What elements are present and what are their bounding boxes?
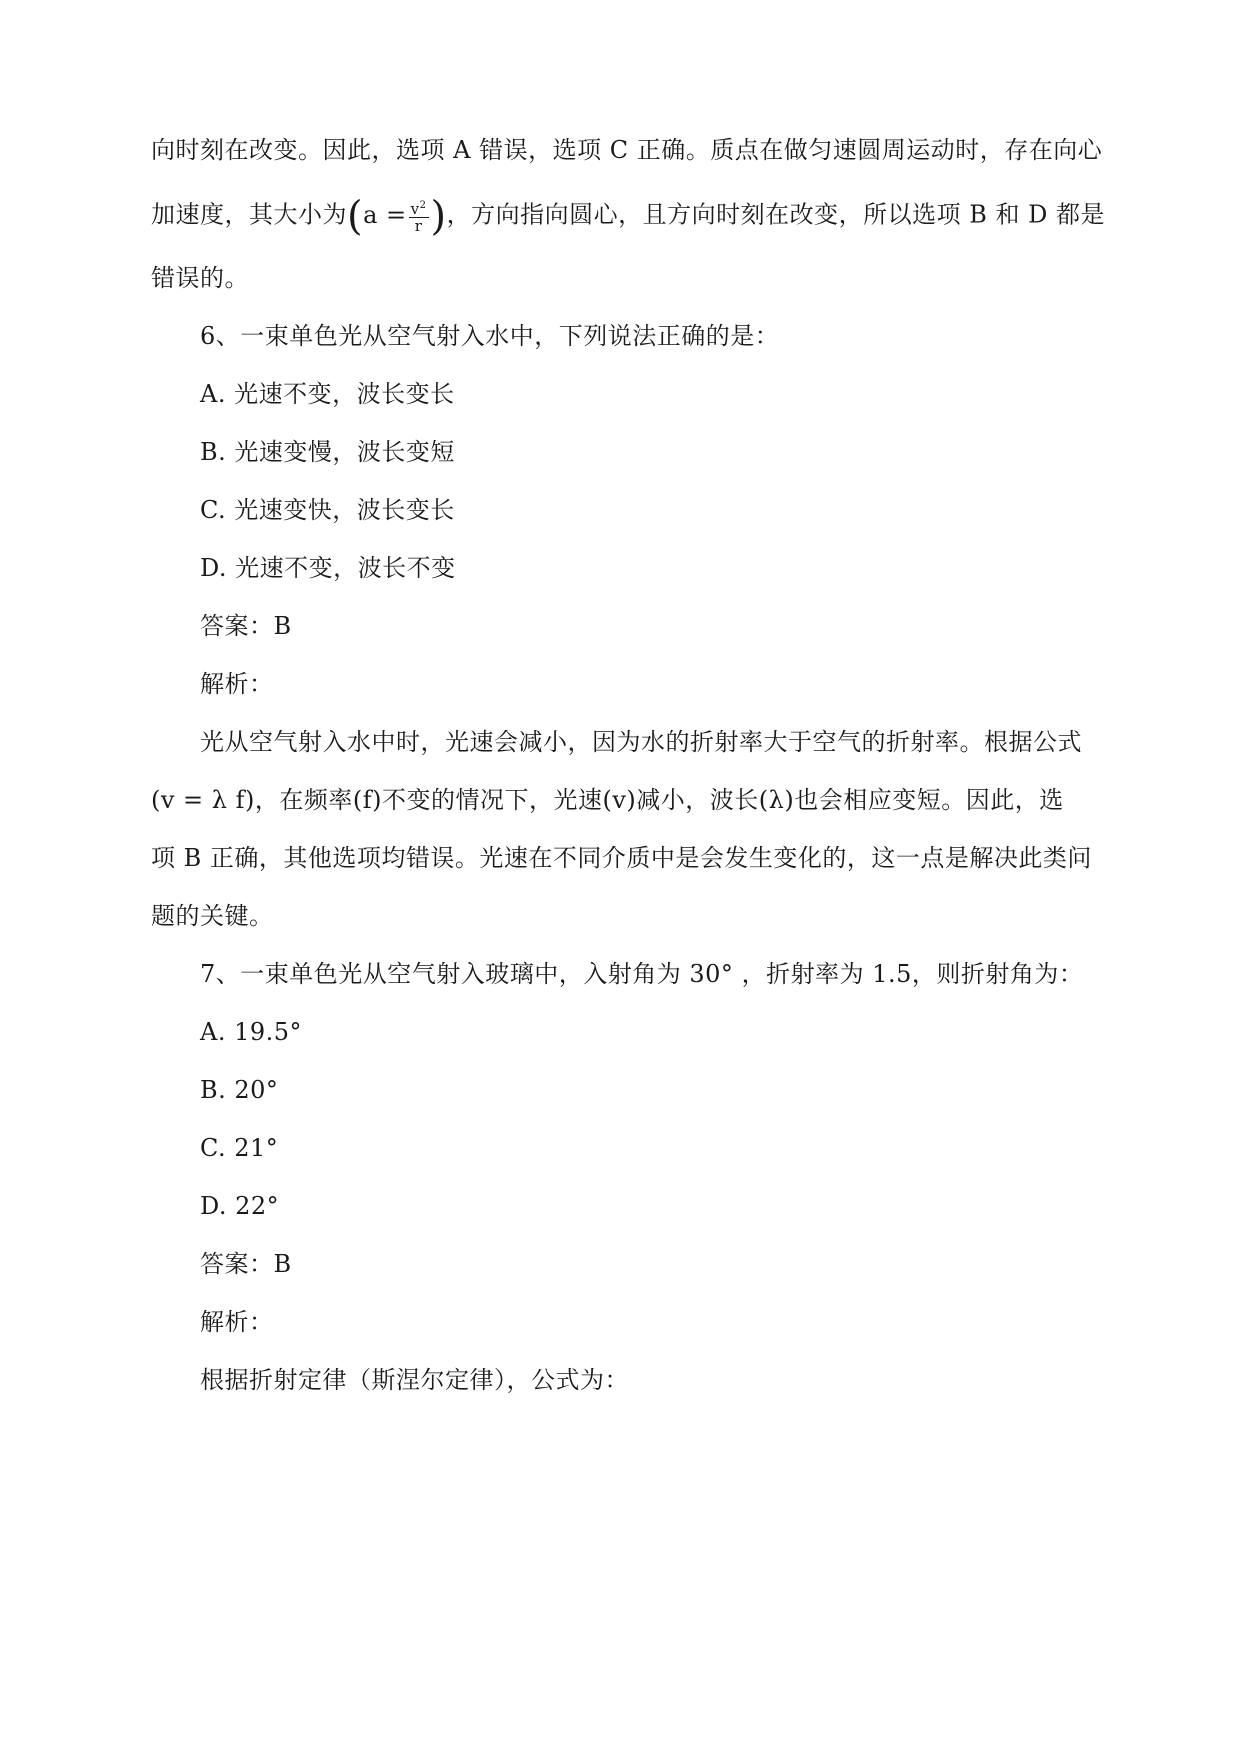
question-7-title: 7、一束单色光从空气射入玻璃中，入射角为 30° ，折射率为 1.5，则折射角为： xyxy=(200,960,1084,988)
q6-answer: 答案：B xyxy=(200,612,292,640)
formula-numerator: $v^2$ xyxy=(410,200,427,218)
acceleration-formula xyxy=(347,193,447,239)
q7-analysis-line: 根据折射定律（斯涅尔定律），公式为： xyxy=(200,1366,629,1394)
formula-denominator: r xyxy=(414,217,423,235)
question-6-title: 6、一束单色光从空气射入水中，下列说法正确的是： xyxy=(200,322,780,350)
q6-option-a: A. 光速不变，波长变长 xyxy=(200,380,455,408)
q6-option-b: B. 光速变慢，波长变短 xyxy=(200,438,455,466)
formula-paren-left: ( xyxy=(347,193,364,239)
formula-fraction xyxy=(409,198,429,234)
q6-option-c: C. 光速变快，波长变长 xyxy=(200,496,455,524)
q6-option-d: D. 光速不变，波长不变 xyxy=(200,554,456,582)
paragraph-line: 向时刻在改变。因此，选项 A 错误，选项 C 正确。质点在做匀速圆周运动时，存在向心 xyxy=(151,136,1103,164)
q7-option-a: A. 19.5° xyxy=(200,1018,303,1046)
q6-analysis-line: 题的关键。 xyxy=(151,902,274,930)
paragraph-line-with-formula xyxy=(151,193,1106,239)
q6-analysis-line: (v = λ f)，在频率(f)不变的情况下，光速(v)减小，波长(λ)也会相应变短。因此，选 xyxy=(151,786,1064,814)
text-fragment: ，方向指向圆心，且方向时刻在改变，所以选项 B 和 D 都是 xyxy=(446,200,1106,229)
q6-analysis-label: 解析： xyxy=(200,670,274,698)
formula-lhs: a = xyxy=(363,200,407,229)
q6-analysis-line: 光从空气射入水中时，光速会减小，因为水的折射率大于空气的折射率。根据公式 xyxy=(200,728,1082,756)
q7-option-d: D. 22° xyxy=(200,1192,280,1220)
q7-option-c: C. 21° xyxy=(200,1134,279,1162)
q7-answer: 答案：B xyxy=(200,1250,292,1278)
q7-analysis-label: 解析： xyxy=(200,1308,274,1336)
q7-option-b: B. 20° xyxy=(200,1076,279,1104)
q6-analysis-line: 项 B 正确，其他选项均错误。光速在不同介质中是会发生变化的，这一点是解决此类问 xyxy=(151,844,1092,872)
text-fragment: 加速度，其大小为 xyxy=(151,200,347,229)
formula-paren-right: ) xyxy=(430,193,447,239)
paragraph-line: 错误的。 xyxy=(151,264,249,292)
